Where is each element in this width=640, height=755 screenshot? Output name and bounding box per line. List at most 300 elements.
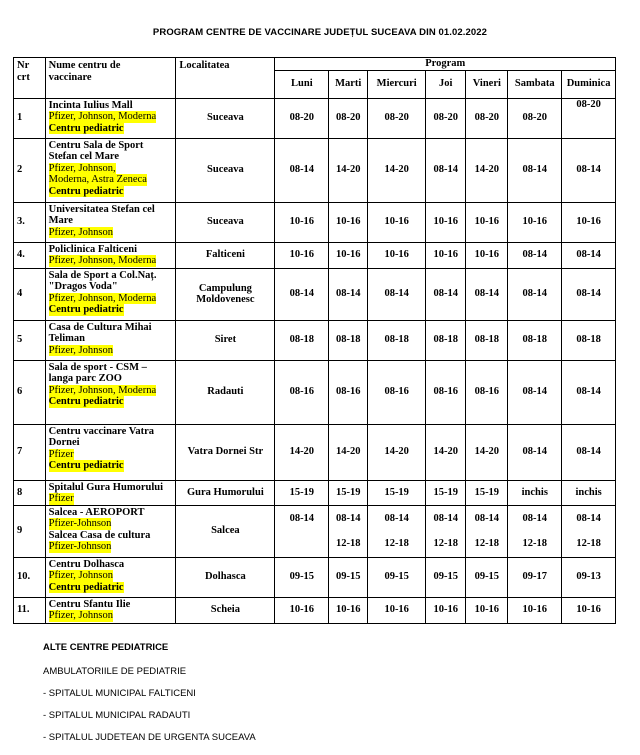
row-number: 5 [14, 320, 46, 360]
schedule-hours: 08-14 [474, 513, 500, 524]
center-name-text: langa parc ZOO [48, 373, 122, 384]
center-name-text: Salcea Casa de cultura [48, 529, 151, 541]
locality [176, 505, 275, 557]
row-number: 8 [14, 480, 46, 505]
schedule-cell [368, 597, 426, 623]
header-localitatea-label: Localitatea [179, 60, 230, 71]
schedule-hours: 08-20 [433, 112, 458, 124]
schedule-cell [466, 360, 508, 424]
schedule-hours: 08-20 [384, 112, 409, 124]
schedule-hours: 08-14 [522, 513, 548, 524]
pediatric-label: Centru pediatric [48, 581, 124, 593]
vaccine-list: Pfizer, Johnson, Moderna [48, 111, 157, 122]
schedule-hours: 10-16 [289, 249, 315, 261]
schedule-hours: 10-16 [384, 216, 409, 228]
table-row [14, 480, 616, 505]
center-name-line [49, 362, 173, 374]
table-row [14, 268, 616, 320]
center-name-line [49, 385, 173, 397]
schedule-cell [275, 360, 329, 424]
pediatric-label: Centru pediatric [48, 185, 124, 197]
schedule-hours: 10-16 [474, 216, 500, 228]
schedule-cell [275, 505, 329, 557]
vaccine-list: Pfizer, Johnson [48, 570, 113, 581]
schedule-hours: 10-16 [433, 249, 458, 261]
locality [176, 138, 275, 202]
schedule-cell [508, 98, 562, 138]
schedule-hours: 08-18 [474, 334, 500, 346]
schedule-cell [508, 268, 562, 320]
schedule-hours: 09-13 [576, 571, 601, 583]
schedule-hours: 08-14 [433, 513, 458, 524]
schedule-hours: 12-18 [384, 537, 409, 549]
schedule-cell [508, 138, 562, 202]
schedule-hours: 08-14 [522, 446, 548, 458]
schedule-hours: 10-16 [576, 604, 601, 616]
locality-text: Vatra Dornei Str [187, 446, 264, 458]
locality-text: Campulung [198, 282, 252, 294]
locality-text: Dolhasca [204, 571, 246, 583]
header-day-1: Marti [329, 70, 368, 98]
center-name-line [49, 322, 173, 334]
schedule-hours: 08-20 [522, 112, 548, 124]
center-name-line [49, 111, 173, 123]
center-name [45, 268, 176, 320]
schedule-hours: 14-20 [384, 446, 409, 458]
center-name-line [49, 610, 173, 622]
schedule-hours: 12-18 [433, 537, 458, 549]
schedule-cell [426, 242, 466, 268]
schedule-hours: inchis [521, 486, 548, 498]
row-number: 10. [14, 557, 46, 597]
center-name-line [49, 227, 173, 239]
pediatric-label: Centru pediatric [48, 460, 124, 471]
footer-item: - SPITALUL MUNICIPAL RADAUTI [43, 710, 191, 721]
vaccine-list: Pfizer [48, 448, 74, 460]
center-name-line [49, 530, 173, 542]
schedule-hours: 08-14 [522, 288, 548, 300]
center-name-line [49, 100, 173, 112]
schedule-cell [466, 424, 508, 480]
schedule-hours: 10-16 [474, 604, 500, 616]
header-name-line-1: Nume centru de [48, 60, 121, 71]
header-name-line-2: vaccinare [48, 71, 92, 83]
schedule-cell [329, 505, 368, 557]
schedule-hours: 12-18 [335, 537, 361, 549]
schedule-cell [426, 98, 466, 138]
schedule-hours: 08-14 [576, 249, 601, 261]
center-name-text: Mare [48, 215, 73, 226]
center-name [45, 242, 176, 268]
schedule-cell [562, 320, 616, 360]
row-number: 4. [14, 242, 46, 268]
schedule-hours: 08-20 [335, 112, 361, 124]
locality-text: Suceava [207, 112, 244, 124]
schedule-cell [368, 268, 426, 320]
schedule-hours: 15-19 [433, 486, 458, 498]
schedule-hours: 10-16 [576, 216, 601, 228]
schedule-cell [275, 242, 329, 268]
schedule-hours: 08-16 [433, 386, 458, 398]
row-number: 3. [14, 202, 46, 242]
center-name-line [49, 281, 173, 293]
schedule-hours: 08-18 [289, 334, 315, 346]
schedule-hours: 14-20 [433, 446, 458, 458]
center-name [45, 138, 176, 202]
center-name-text: Incinta Iulius Mall [48, 99, 133, 111]
schedule-hours: 08-14 [335, 288, 361, 300]
center-name-line [49, 345, 173, 357]
schedule-hours: 08-14 [433, 164, 458, 176]
table-row [14, 320, 616, 360]
schedule-cell [329, 480, 368, 505]
schedule-cell [508, 505, 562, 557]
vaccine-list: Pfizer, Johnson [48, 226, 113, 238]
schedule-cell [426, 505, 466, 557]
locality-text: Suceava [207, 216, 244, 228]
pediatric-label: Centru pediatric [48, 304, 124, 315]
locality [176, 242, 275, 268]
row-number: 11. [14, 597, 46, 623]
schedule-cell [562, 98, 616, 138]
schedule-hours: 08-14 [289, 164, 315, 176]
center-name-line [49, 204, 173, 216]
center-name [45, 557, 176, 597]
schedule-cell [275, 268, 329, 320]
schedule-hours: 10-16 [335, 216, 361, 228]
locality [176, 268, 275, 320]
center-name-text: Sala de Sport a Col.Naț. [48, 269, 157, 281]
schedule-cell [426, 320, 466, 360]
locality-text: Suceava [207, 164, 244, 176]
center-name-line [49, 570, 173, 582]
center-name-line [49, 293, 173, 305]
schedule-hours: 10-16 [289, 216, 315, 228]
schedule-cell [466, 242, 508, 268]
schedule-cell [508, 597, 562, 623]
locality [176, 320, 275, 360]
schedule-cell [426, 480, 466, 505]
schedule-cell [368, 557, 426, 597]
schedule-cell [329, 98, 368, 138]
table-row [14, 505, 616, 557]
schedule-cell [562, 557, 616, 597]
schedule-cell [562, 360, 616, 424]
schedule-hours: 08-14 [474, 288, 500, 300]
vaccine-list: Pfizer, Johnson, [48, 162, 116, 174]
center-name-line [49, 215, 173, 227]
schedule-cell [426, 557, 466, 597]
schedule-cell [466, 98, 508, 138]
schedule-cell [466, 597, 508, 623]
schedule-hours: 14-20 [384, 164, 409, 176]
locality [176, 98, 275, 138]
footer-item: - SPITALUL MUNICIPAL FALTICENI [43, 688, 196, 699]
center-name-line [49, 582, 173, 594]
center-name-text: Casa de Cultura Mihai [48, 321, 152, 333]
schedule-hours: 08-14 [522, 249, 548, 261]
schedule-cell [562, 242, 616, 268]
schedule-hours: 15-19 [474, 486, 500, 498]
schedule-hours: 08-14 [289, 288, 315, 300]
schedule-hours: 08-16 [384, 386, 409, 398]
schedule-cell [466, 320, 508, 360]
schedule-hours: 14-20 [335, 446, 361, 458]
center-name [45, 424, 176, 480]
table-row [14, 98, 616, 138]
header-program: Program [275, 58, 616, 71]
schedule-cell [508, 202, 562, 242]
schedule-hours: 14-20 [289, 446, 315, 458]
table-row [14, 138, 616, 202]
schedule-hours: 08-14 [576, 446, 601, 458]
center-name-line [49, 449, 173, 461]
schedule-cell [368, 480, 426, 505]
schedule-cell [562, 505, 616, 557]
center-name-text: Centru Dolhasca [48, 558, 125, 570]
schedule-cell [562, 138, 616, 202]
schedule-cell [275, 597, 329, 623]
table-row [14, 360, 616, 424]
schedule-hours: 08-18 [433, 334, 458, 346]
center-name-line [49, 541, 173, 553]
row-number: 2 [14, 138, 46, 202]
schedule-cell [329, 597, 368, 623]
locality-text: Moldovenesc [196, 294, 255, 305]
schedule-cell [275, 138, 329, 202]
schedule-hours: 08-18 [384, 334, 409, 346]
schedule-hours: 08-14 [576, 513, 601, 524]
pediatric-label: Centru pediatric [48, 122, 124, 134]
schedule-hours: 14-20 [474, 164, 500, 176]
schedule-cell [426, 138, 466, 202]
schedule-hours: 08-16 [289, 386, 315, 398]
center-name-line [49, 599, 173, 611]
center-name-line [49, 426, 173, 438]
schedule-cell [368, 360, 426, 424]
schedule-cell [275, 557, 329, 597]
schedule-hours: 12-18 [522, 537, 548, 549]
center-name-line [49, 151, 173, 163]
schedule-hours: 14-20 [474, 446, 500, 458]
header-day-4: Vineri [466, 70, 508, 98]
schedule-hours: 09-15 [474, 571, 500, 583]
schedule-hours: 08-16 [474, 386, 500, 398]
schedule-cell [562, 202, 616, 242]
schedule-cell [275, 424, 329, 480]
center-name-line [49, 304, 173, 316]
center-name [45, 505, 176, 557]
center-name [45, 98, 176, 138]
locality-text: Radauti [207, 386, 244, 398]
center-name-line [49, 255, 173, 267]
table-row [14, 557, 616, 597]
schedule-hours: 10-16 [522, 216, 548, 228]
schedule-hours: 12-18 [474, 537, 500, 549]
schedule-hours: 08-14 [289, 513, 315, 524]
row-number: 6 [14, 360, 46, 424]
schedule-cell [466, 557, 508, 597]
schedule-cell [275, 98, 329, 138]
center-name-text: Dornei [48, 437, 80, 448]
schedule-hours: 08-14 [576, 288, 601, 300]
locality [176, 424, 275, 480]
schedule-hours: 10-16 [474, 249, 500, 261]
center-name-line [49, 333, 173, 345]
schedule-hours: 08-14 [576, 386, 601, 398]
schedule-cell [426, 597, 466, 623]
schedule-cell [508, 320, 562, 360]
center-name [45, 597, 176, 623]
schedule-cell [508, 242, 562, 268]
schedule-hours: 15-19 [335, 486, 361, 498]
schedule-cell [368, 424, 426, 480]
schedule-hours: 08-14 [576, 164, 601, 176]
schedule-cell [562, 268, 616, 320]
schedule-hours: 10-16 [384, 249, 409, 261]
schedule-cell [368, 98, 426, 138]
schedule-cell [426, 268, 466, 320]
center-name-line [49, 460, 173, 472]
table-row [14, 597, 616, 623]
center-name [45, 480, 176, 505]
schedule-hours: 08-14 [335, 513, 361, 524]
header-nr-line-2: crt [17, 71, 30, 83]
vaccine-list: Pfizer, Johnson, Moderna [48, 384, 157, 396]
schedule-hours: 08-20 [576, 98, 601, 110]
schedule-hours: 08-14 [384, 288, 409, 300]
locality [176, 360, 275, 424]
schedule-cell [562, 424, 616, 480]
row-number: 1 [14, 98, 46, 138]
schedule-hours: 10-16 [522, 604, 548, 616]
center-name-line [49, 493, 173, 505]
schedule-cell [275, 480, 329, 505]
schedule-hours: 14-20 [335, 164, 361, 176]
vaccine-list: Pfizer, Johnson, Moderna [48, 292, 157, 304]
schedule-cell [329, 202, 368, 242]
center-name-line [49, 140, 173, 152]
center-name-line [49, 507, 173, 519]
schedule-hours: inchis [575, 486, 602, 498]
schedule-hours: 08-14 [522, 164, 548, 176]
locality-text: Gura Humorului [187, 486, 264, 498]
center-name [45, 320, 176, 360]
locality-text: Salcea [211, 525, 240, 537]
schedule-cell [368, 242, 426, 268]
center-name-text: Policlinica Falticeni [48, 243, 137, 255]
locality [176, 202, 275, 242]
locality-text: Falticeni [205, 249, 245, 261]
header-nr-line-1: Nr [17, 60, 30, 71]
schedule-cell [466, 480, 508, 505]
center-name-text: Centru vaccinare Vatra [48, 425, 154, 437]
center-name-text: Centru Sfantu Ilie [48, 598, 131, 610]
center-name-text: Sala de sport - CSM – [48, 361, 147, 373]
schedule-hours: 15-19 [384, 486, 409, 498]
center-name-line [49, 186, 173, 198]
locality-text: Siret [214, 334, 237, 346]
schedule-cell [329, 242, 368, 268]
schedule-cell [368, 505, 426, 557]
schedule-cell [275, 320, 329, 360]
locality [176, 557, 275, 597]
center-name-text: Centru Sala de Sport [48, 139, 144, 151]
vaccination-schedule-table [13, 57, 616, 624]
header-day-6: Duminica [562, 70, 616, 98]
schedule-cell [329, 360, 368, 424]
footer-item: AMBULATORIILE DE PEDIATRIE [43, 666, 187, 677]
schedule-cell [329, 320, 368, 360]
locality-text: Scheia [210, 604, 240, 616]
document-title: PROGRAM CENTRE DE VACCINARE JUDEȚUL SUCEAVA DIN 01.02.2022 [152, 27, 488, 38]
center-name-text: Universitatea Stefan cel [48, 203, 155, 215]
schedule-cell [329, 424, 368, 480]
schedule-cell [275, 202, 329, 242]
center-name-text: Salcea - AEROPORT [48, 506, 145, 518]
row-number: 7 [14, 424, 46, 480]
center-name-line [49, 163, 173, 175]
schedule-hours: 09-17 [522, 571, 548, 583]
schedule-cell [329, 138, 368, 202]
center-name-line [49, 437, 173, 449]
vaccine-list: Pfizer, Johnson, Moderna [48, 255, 157, 266]
schedule-hours: 08-20 [289, 112, 315, 124]
schedule-cell [368, 138, 426, 202]
vaccine-list: Pfizer, Johnson [48, 344, 113, 356]
schedule-hours: 09-15 [335, 571, 361, 583]
schedule-hours: 10-16 [433, 216, 458, 228]
schedule-cell [329, 268, 368, 320]
schedule-cell [466, 505, 508, 557]
center-name-line [49, 373, 173, 385]
schedule-cell [508, 424, 562, 480]
locality [176, 480, 275, 505]
center-name-text: Spitalul Gura Humorului [48, 481, 163, 493]
center-name-line [49, 482, 173, 494]
schedule-hours: 09-15 [289, 571, 315, 583]
header-name [45, 58, 176, 99]
header-localitatea [176, 58, 275, 99]
schedule-hours: 09-15 [433, 571, 458, 583]
schedule-hours: 08-14 [384, 513, 409, 524]
schedule-cell [562, 480, 616, 505]
schedule-cell [508, 557, 562, 597]
schedule-hours: 08-18 [576, 334, 601, 346]
schedule-hours: 08-18 [522, 334, 548, 346]
schedule-cell [466, 138, 508, 202]
center-name-line [49, 174, 173, 186]
center-name-line [49, 244, 173, 256]
vaccine-list: Pfizer-Johnson [48, 518, 112, 529]
center-name-line [49, 396, 173, 408]
center-name-line [49, 123, 173, 135]
vaccine-list: Pfizer [48, 493, 74, 504]
table-row [14, 424, 616, 480]
schedule-cell [508, 360, 562, 424]
schedule-hours: 08-20 [474, 112, 500, 124]
pediatric-label: Centru pediatric [48, 396, 124, 407]
center-name [45, 202, 176, 242]
center-name-line [49, 270, 173, 282]
schedule-cell [329, 557, 368, 597]
schedule-hours: 09-15 [384, 571, 409, 583]
header-nr [14, 58, 46, 99]
schedule-cell [426, 202, 466, 242]
schedule-hours: 10-16 [433, 604, 458, 616]
center-name-text: "Dragos Voda" [48, 281, 118, 292]
center-name-line [49, 518, 173, 530]
